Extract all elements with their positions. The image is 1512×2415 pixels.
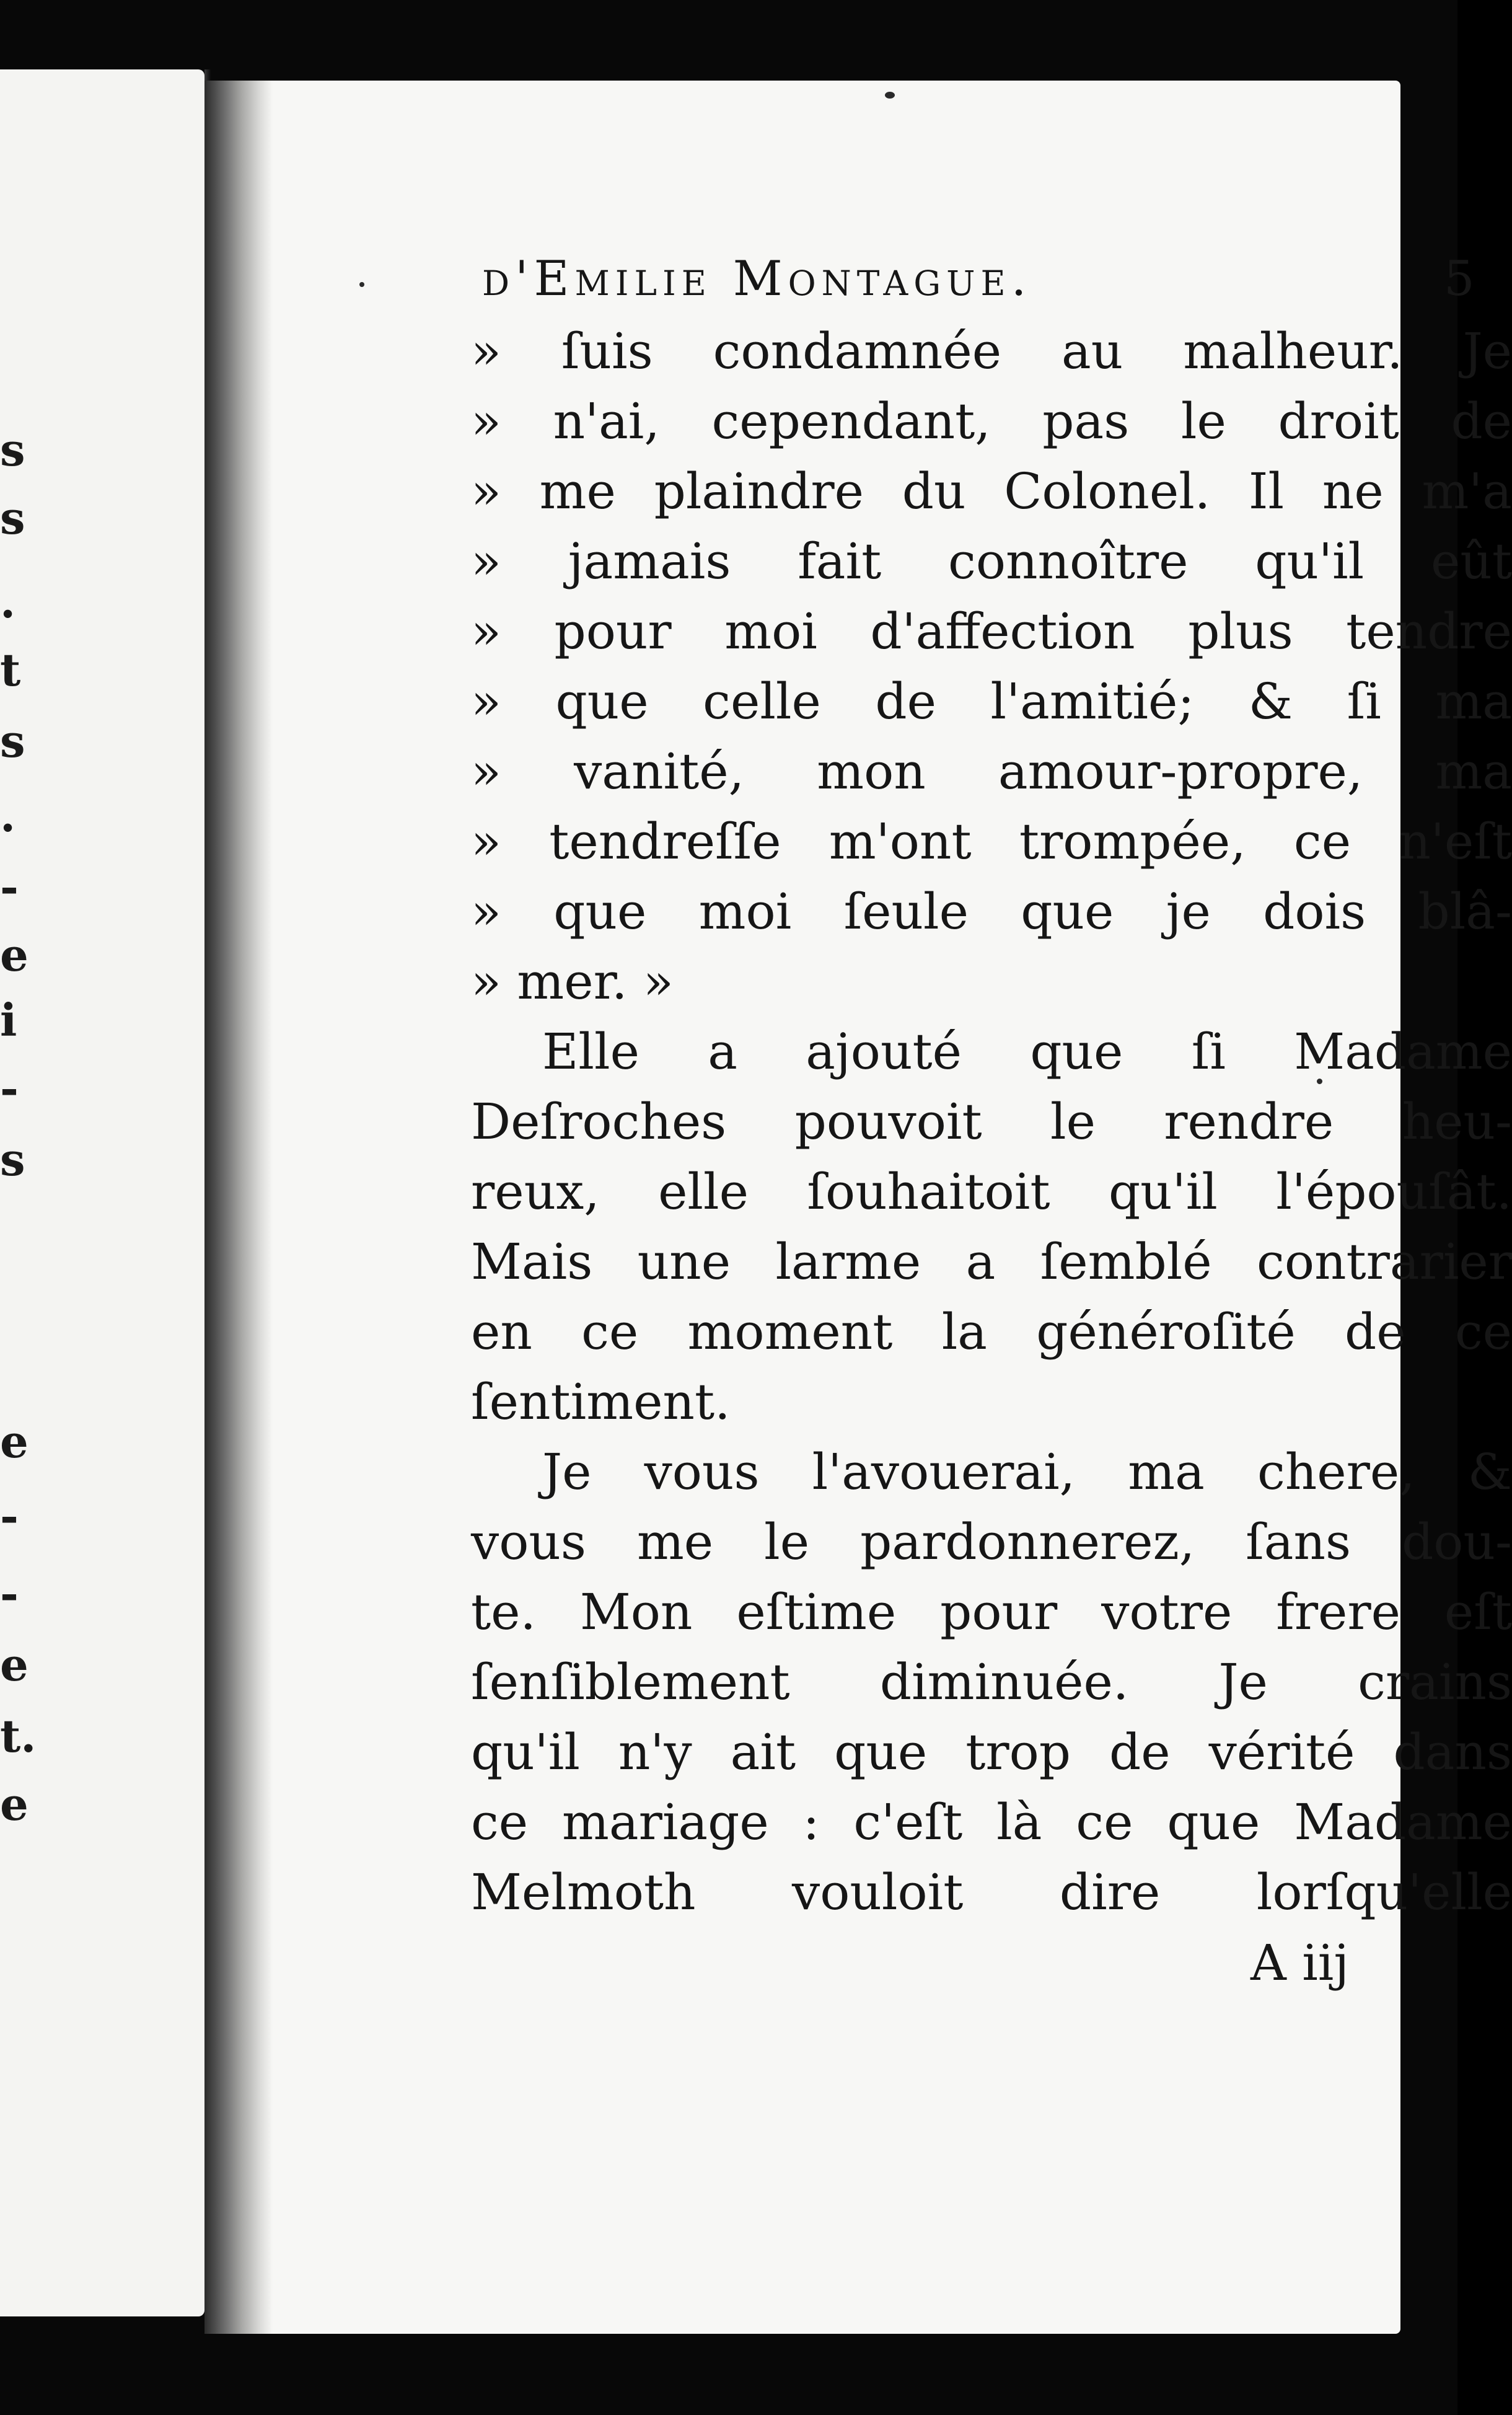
text-line: » vanité, mon amour-propre, ma [471,743,1512,800]
text-line: » n'ai, cependant, pas le droit de [471,392,1512,450]
previous-page-fragment: - [0,860,19,913]
page-text-block [471,251,1512,1998]
previous-page-fragment: e [0,1415,29,1468]
text-line: » tendreſſe m'ont trompée, ce n'eſt [471,813,1512,870]
body-text [471,316,1512,1927]
previous-page-fragment: t. [0,1710,37,1762]
text-line: » que celle de l'amitié; & ſi ma [471,673,1512,730]
previous-page-fragment: e [0,1778,29,1830]
previous-page-edge [0,69,204,2316]
text-line: Deſroches pouvoit le rendre heu- [471,1093,1512,1150]
previous-page-fragment: . [0,789,16,842]
previous-page-fragment: e [0,929,29,981]
text-line: Elle a ajouté que ſi Madame [542,1023,1512,1080]
page-gutter-shadow [204,81,273,2334]
ink-speck [885,92,895,99]
text-line: ce mariage : c'eſt là ce que Madame [471,1793,1512,1851]
previous-page-fragment: s [0,492,25,544]
text-line: Je vous l'avouerai, ma chere, & [542,1443,1512,1501]
previous-page-fragment: i [0,994,17,1046]
text-line: » que moi ſeule que je dois blâ- [471,883,1512,940]
text-line: ſenſiblement diminuée. Je crains [471,1653,1512,1711]
previous-page-fragment: . [0,575,16,628]
previous-page-fragment: - [0,1567,19,1620]
ink-speck [359,282,364,287]
book-page [204,81,1512,2334]
text-line: Melmoth vouloit dire lorſqu'elle [471,1863,1512,1921]
previous-page-fragment: s [0,715,25,767]
text-line: » pour moi d'affection plus tendre [471,603,1512,660]
running-head [471,251,1512,316]
text-line: te. Mon eſtime pour votre frere eſt [471,1583,1512,1641]
previous-page-fragment: e [0,1638,29,1691]
signature-mark-text: A iij [1250,1934,1350,1992]
previous-page-fragment: s [0,1133,25,1186]
signature-mark [471,1927,1512,1998]
text-line: » mer. » [471,953,674,1010]
text-line: qu'il n'y ait que trop de vérité dans [471,1723,1512,1781]
text-line: » ſuis condamnée au malheur. Je [471,322,1512,380]
previous-page-fragment: t [0,643,21,696]
text-line: Mais une larme a ſemblé contrarier [471,1233,1512,1291]
text-line: » me plaindre du Colonel. Il ne m'a [471,462,1512,520]
previous-page-fragment: - [0,1490,19,1542]
previous-page-fragment: - [0,1062,19,1115]
text-line: vous me le pardonnerez, ſans dou- [471,1513,1512,1571]
previous-page-fragment: s [0,423,25,476]
text-line: reux, elle ſouhaitoit qu'il l'épouſât. [471,1163,1512,1221]
running-head-title: d'Emilie Montague. [482,251,1032,307]
text-line: ſentiment. [471,1373,731,1431]
page-number: 5 [1444,251,1475,307]
text-line: » jamais fait connoître qu'il eût [471,532,1512,590]
text-line: en ce moment la généroſité de ce [471,1303,1512,1361]
